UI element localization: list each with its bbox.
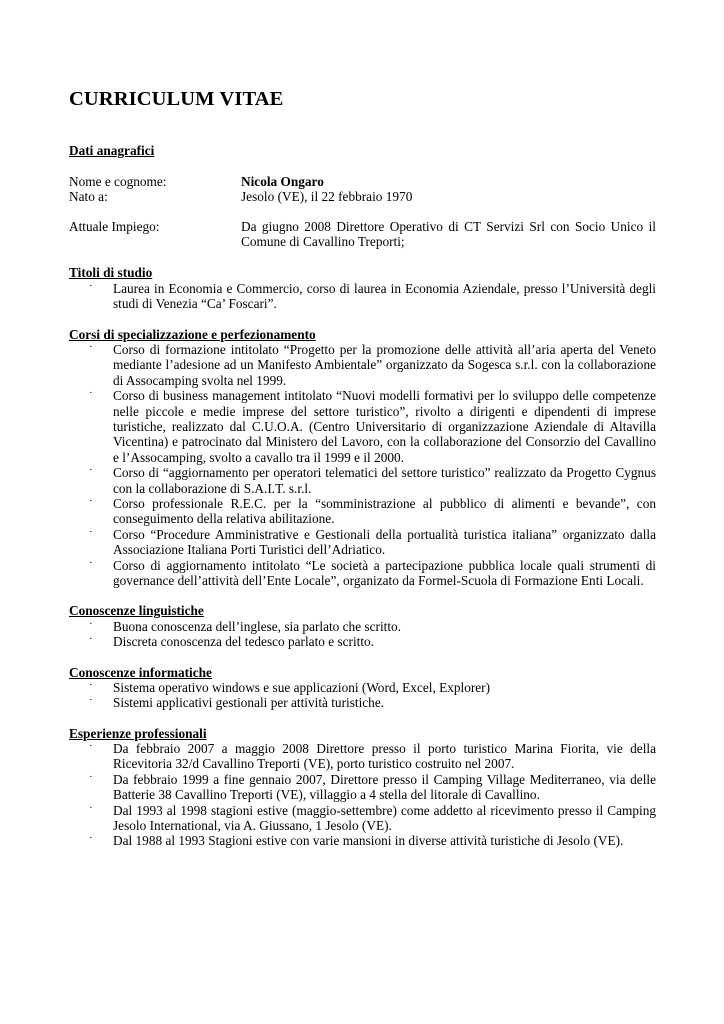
course-item-text: Corso “Procedure Amministrative e Gestionali della portualità turistica italiana” organizzato dalla Associazione Italiana Porti Turistici dell’Adriatico.	[113, 526, 656, 558]
it-skills-list	[69, 680, 656, 711]
list-item	[69, 803, 656, 834]
field-row-born	[69, 189, 656, 204]
section-heading-experience: Esperienze professionali	[69, 726, 207, 741]
section-heading-courses: Corsi di specializzazione e perfezionamento	[69, 327, 316, 342]
field-row-job	[69, 219, 656, 250]
bullet-icon: ·	[89, 740, 93, 752]
section-heading-personal: Dati anagrafici	[69, 143, 155, 158]
language-item-text: Discreta conoscenza del tedesco parlato e scritto.	[113, 634, 375, 650]
job-value: Da giugno 2008 Direttore Operativo di CT Servizi Srl con Socio Unico il Comune di Cavallino Treporti;	[241, 219, 656, 250]
bullet-icon: ·	[89, 280, 93, 292]
language-item-text: Buona conoscenza dell’inglese, sia parlato che scritto.	[113, 619, 401, 634]
list-item	[69, 558, 656, 589]
bullet-icon: ·	[89, 633, 93, 646]
list-item	[69, 680, 656, 695]
bullet-icon: ·	[89, 556, 93, 569]
experience-item-text: Dal 1993 al 1998 stagioni estive (maggio-settembre) come addetto al ricevimento presso il Camping Jesolo International, via A. Giussano, 1 Jesolo (VE).	[113, 802, 656, 834]
bullet-icon: ·	[89, 832, 93, 845]
course-item-text: Corso di aggiornamento intitolato “Le società a partecipazione pubblica locale quali strumenti di governance dell’attività dell’Ente Locale”, organizato da Formel-Scuola di Formazione Enti Locali.	[113, 557, 656, 589]
languages-list	[69, 619, 656, 650]
list-item	[69, 527, 656, 558]
name-label: Nome e cognome:	[69, 174, 167, 189]
list-item	[69, 465, 656, 496]
field-row-name	[69, 174, 656, 189]
list-item	[69, 741, 656, 772]
experience-item-text: Da febbraio 2007 a maggio 2008 Direttore presso il porto turistico Marina Fiorita, vie della Ricevitoria 32/d Cavallino Treporti (VE), porto turistico costruito nel 2007.	[113, 741, 656, 772]
education-list	[69, 281, 656, 312]
bullet-icon: ·	[89, 495, 93, 508]
bullet-icon: ·	[89, 801, 93, 814]
bullet-icon: ·	[89, 525, 93, 538]
course-item-text: Corso di formazione intitolato “Progetto per la promozione delle attività all’aria aperta del Veneto mediante l’adesione ad un Manifesto Ambientale” organizzato da Sogesca s.r.l. con la collaborazione di Assocamping svolta nel 1999.	[113, 342, 656, 388]
experience-list	[69, 741, 656, 849]
section-heading-languages: Conoscenze linguistiche	[69, 603, 204, 618]
document-title: CURRICULUM VITAE	[69, 88, 284, 110]
name-value: Nicola Ongaro	[241, 174, 324, 189]
course-item-text: Corso professionale R.E.C. per la “somministrazione al pubblico di alimenti e bevande”, con conseguimento della relativa abilitazione.	[113, 496, 656, 527]
experience-item-text: Dal 1988 al 1993 Stagioni estive con varie mansioni in diverse attività turistiche di Jesolo (VE).	[113, 833, 624, 849]
list-item	[69, 772, 656, 803]
list-item	[69, 634, 656, 649]
it-skill-item-text: Sistemi applicativi gestionali per attività turistiche.	[113, 695, 385, 711]
education-item-text: Laurea in Economia e Commercio, corso di laurea in Economia Aziendale, presso l’Università degli studi di Venezia “Ca’ Foscari”.	[113, 281, 656, 312]
list-item	[69, 342, 656, 388]
bullet-icon: ·	[89, 464, 93, 477]
list-item	[69, 496, 656, 527]
job-label: Attuale Impiego:	[69, 219, 160, 234]
list-item	[69, 619, 656, 634]
section-heading-education: Titoli di studio	[69, 265, 153, 280]
list-item	[69, 281, 656, 312]
course-item-text: Corso di business management intitolato “Nuovi modelli formativi per lo sviluppo delle competenze nelle piccole e medie imprese del settore turistico”, rivolto a dirigenti e dipendenti di imprese turistiche, realizzato dal C.U.O.A. (Centro Universitario di organizzazione Aziendale di Altavilla Vicentina) e patrocinato dal Ministero del Lavoro, con la collaborazione del Consorzio del Cavallino e l’Assocamping, svolto a cavallo tra il 1999 e il 2000.	[113, 388, 656, 465]
it-skill-item-text: Sistema operativo windows e sue applicazioni (Word, Excel, Explorer)	[113, 680, 491, 695]
list-item	[69, 388, 656, 465]
bullet-icon: ·	[89, 341, 93, 353]
course-item-text: Corso di “aggiornamento per operatori telematici del settore turistico” realizzato da Progetto Cygnus con la collaborazione di S.A.I.T. s.r.l.	[113, 465, 656, 496]
bullet-icon: ·	[89, 387, 93, 400]
bullet-icon: ·	[89, 770, 93, 783]
born-label: Nato a:	[69, 189, 108, 204]
born-value: Jesolo (VE), il 22 febbraio 1970	[241, 189, 413, 204]
list-item	[69, 833, 656, 848]
experience-item-text: Da febbraio 1999 a fine gennaio 2007, Direttore presso il Camping Village Mediterraneo, via delle Batterie 38 Cavallino Treporti (VE), villaggio a 4 stella del litorale di Cavallino.	[113, 771, 656, 803]
section-heading-it-skills: Conoscenze informatiche	[69, 665, 212, 680]
bullet-icon: ·	[89, 618, 93, 630]
bullet-icon: ·	[89, 679, 93, 691]
list-item	[69, 695, 656, 710]
courses-list	[69, 342, 656, 589]
bullet-icon: ·	[89, 694, 93, 707]
